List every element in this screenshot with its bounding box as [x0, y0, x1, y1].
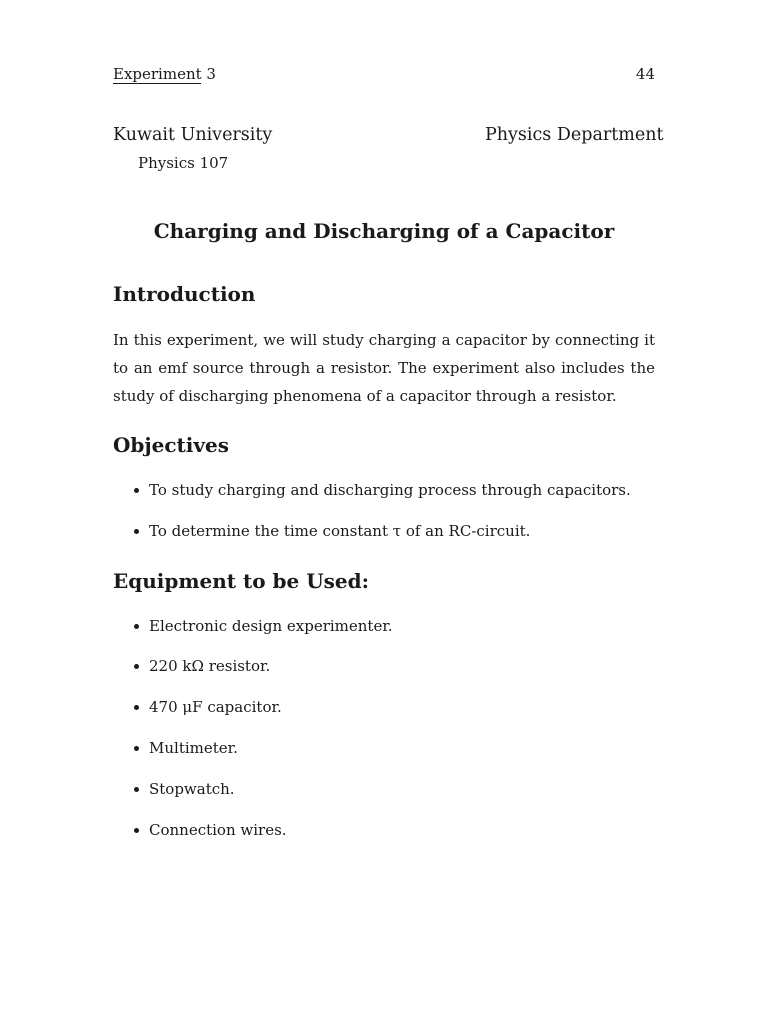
- equipment-item-text: Stopwatch.: [149, 780, 235, 798]
- bullet-icon: [134, 705, 139, 710]
- equipment-item: [134, 737, 238, 759]
- objective-item: [134, 520, 530, 542]
- equipment-item-text: Connection wires.: [149, 821, 287, 839]
- bullet-icon: [134, 529, 139, 534]
- equipment-item-text: 220 kΩ resistor.: [149, 657, 271, 675]
- equipment-item: [134, 655, 270, 677]
- bullet-icon: [134, 488, 139, 493]
- bullet-icon: [134, 787, 139, 792]
- bullet-icon: [134, 828, 139, 833]
- objectives-heading: Objectives: [113, 433, 229, 457]
- objective-item-text: To determine the time constant τ of an RC-circuit.: [149, 522, 531, 540]
- introduction-heading: Introduction: [113, 282, 256, 306]
- introduction-paragraph: In this experiment, we will study charging a capacitor by connecting it to an emf source through a resistor. The experiment also includes the study of discharging phenomena of a capacitor through a resistor.: [113, 331, 655, 405]
- university-name: Kuwait University: [113, 125, 273, 145]
- equipment-item-text: Electronic design experimenter.: [149, 617, 393, 635]
- bullet-icon: [134, 746, 139, 751]
- equipment-item-text: 470 μF capacitor.: [149, 698, 282, 716]
- equipment-item: [134, 819, 287, 841]
- bullet-icon: [134, 624, 139, 629]
- equipment-item: [134, 696, 282, 718]
- running-head-title: Experiment 3: [113, 65, 216, 83]
- equipment-heading: Equipment to be Used:: [113, 569, 369, 593]
- objective-item: [134, 479, 631, 501]
- course-name: Physics 107: [138, 154, 229, 172]
- running-head-underline: [113, 83, 201, 84]
- bullet-icon: [134, 664, 139, 669]
- equipment-item: [134, 615, 393, 637]
- equipment-item-text: Multimeter.: [149, 739, 238, 757]
- objective-item-text: To study charging and discharging process through capacitors.: [149, 481, 631, 499]
- document-title: Charging and Discharging of a Capacitor: [153, 219, 615, 243]
- page-number: 44: [635, 65, 655, 83]
- equipment-item: [134, 778, 235, 800]
- department-name: Physics Department: [485, 125, 664, 145]
